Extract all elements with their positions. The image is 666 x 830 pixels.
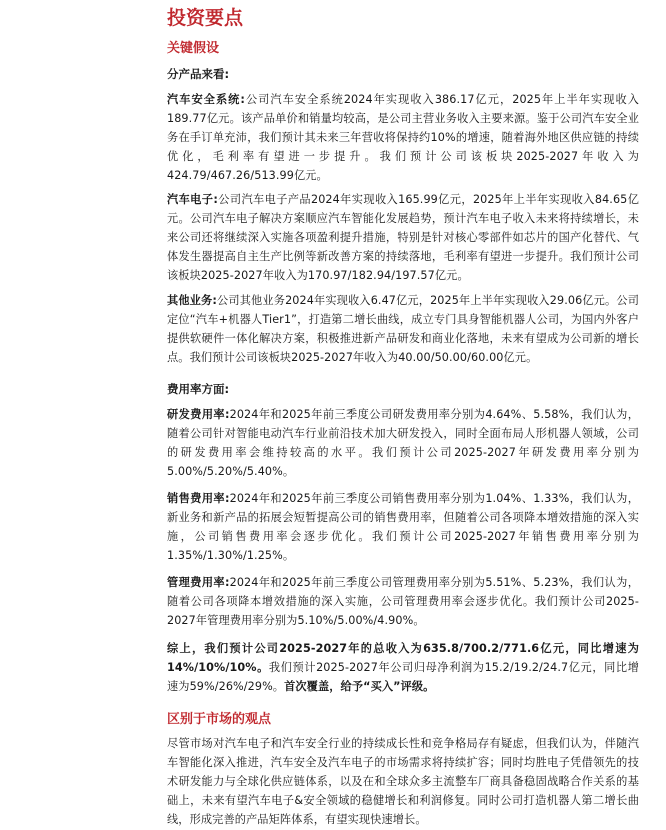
text-auto-safety: 公司汽车安全系统2024年实现收入386.17亿元，2025年上半年实现收入189.77亿元。该产品单价和销量均较高，是公司主营业务收入主要来源。鉴于公司汽车安全业务在手订单充沛，我们预计其未来三年营收将保持约10%的增速，随着海外地区供应链的持续优化，毛利率有望进一步提升。我们预计公司该板块2025-2027年收入为424.79/467.26/513.99亿元。 [167,93,639,182]
paragraph-auto-electronics [167,191,639,286]
subheading-by-product: 分产品来看: [167,67,230,81]
text-other-business: 公司其他业务2024年实现收入6.47亿元，2025年上半年实现收入29.06亿元。公司定位“汽车+机器人Tier1”，打造第二增长曲线，成立专门具身智能机器人公司，为国内外客户提供软硬件一体化解决方案，积极推进新产品研发和商业化落地，未来有望成为公司新的增长点。我们预计公司该板块2025-2027年收入为40.00/50.00/60.00亿元。 [167,294,639,364]
summary-revenue-forecast: 综上，我们预计公司2025-2027年的总收入为635.8/700.2/771.6亿元，同比增速为14%/10%/10%。 [167,642,639,674]
label-auto-electronics: 汽车电子: [167,193,218,206]
label-admin-ratio: 管理费用率: [167,576,230,589]
label-other-business: 其他业务: [167,294,217,307]
text-auto-electronics: 公司汽车电子产品2024年实现收入165.99亿元，2025年上半年实现收入84.65亿元。公司汽车电子解决方案顺应汽车智能化发展趋势，预计汽车电子收入未来将持续增长，未来公司还将继续深入实施各项盈利提升措施，特别是针对核心零部件如芯片的国产化替代、气体发生器提高自主生产比例等新改善方案的持续落地，毛利率有望进一步提升。我们预计公司该板块2025-2027年收入为170.97/182.94/197.57亿元。 [167,193,639,282]
section-heading-key-assumptions: 关键假设 [167,41,220,56]
subheading-expense-ratio: 费用率方面: [167,382,230,396]
paragraph-market-view: 尽管市场对汽车电子和汽车安全行业的持续成长性和竞争格局存有疑虑，但我们认为，伴随汽车智能化深入推进，汽车安全及汽车电子的市场需求将持续扩容；同时均胜电子凭借领先的技术研发能力与全球化供应链体系，以及在和全球众多主流整车厂商具备稳固战略合作关系的基础上，未来有望汽车电子&安全领域的稳健增长和利润修复。同时公司打造机器人第二增长曲线，形成完善的产品矩阵体系，有望实现快速增长。 [167,737,639,826]
paragraph-auto-safety [167,91,639,186]
section-heading-market-view: 区别于市场的观点 [167,712,272,727]
text-admin-ratio: 2024年和2025年前三季度公司管理费用率分别为5.51%、5.23%，我们认为，随着公司各项降本增效措施的深入实施，公司管理费用率会逐步优化。我们预计公司2025-2027年管理费用率分别为5.10%/5.00%/4.90%。 [167,576,639,627]
paragraph-rnd-ratio [167,406,639,482]
summary-profit-forecast: 我们预计2025-2027年公司归母净利润为15.2/19.2/24.7亿元，同比增速为59%/26%/29%。 [167,660,639,693]
label-auto-safety: 汽车安全系统: [167,93,245,106]
summary-rating: 首次覆盖，给予“买入”评级。 [284,679,435,693]
label-sales-ratio: 销售费用率: [167,492,230,505]
text-sales-ratio: 2024年和2025年前三季度公司销售费用率分别为1.04%、1.33%，我们认为，新业务和新产品的拓展会短暂提高公司的销售费用率，但随着公司各项降本增效措施的深入实施，公司销售费用率会逐步优化。我们预计公司2025-2027年销售费用率分别为1.35%/1.30%/1.25%。 [167,492,639,562]
paragraph-summary [167,640,639,697]
page-title: 投资要点 [167,7,244,29]
paragraph-other-business [167,292,639,368]
paragraph-sales-ratio [167,490,639,566]
text-rnd-ratio: 2024年和2025年前三季度公司研发费用率分别为4.64%、5.58%，我们认为，随着公司针对智能电动汽车行业前沿技术加大研发投入，同时全面布局人形机器人领域，公司的研发费用率会维持较高的水平。我们预计公司2025-2027年研发费用率分别为5.00%/5.20%/5.40%。 [167,408,639,478]
paragraph-admin-ratio [167,574,639,631]
label-rnd-ratio: 研发费用率: [167,408,230,421]
